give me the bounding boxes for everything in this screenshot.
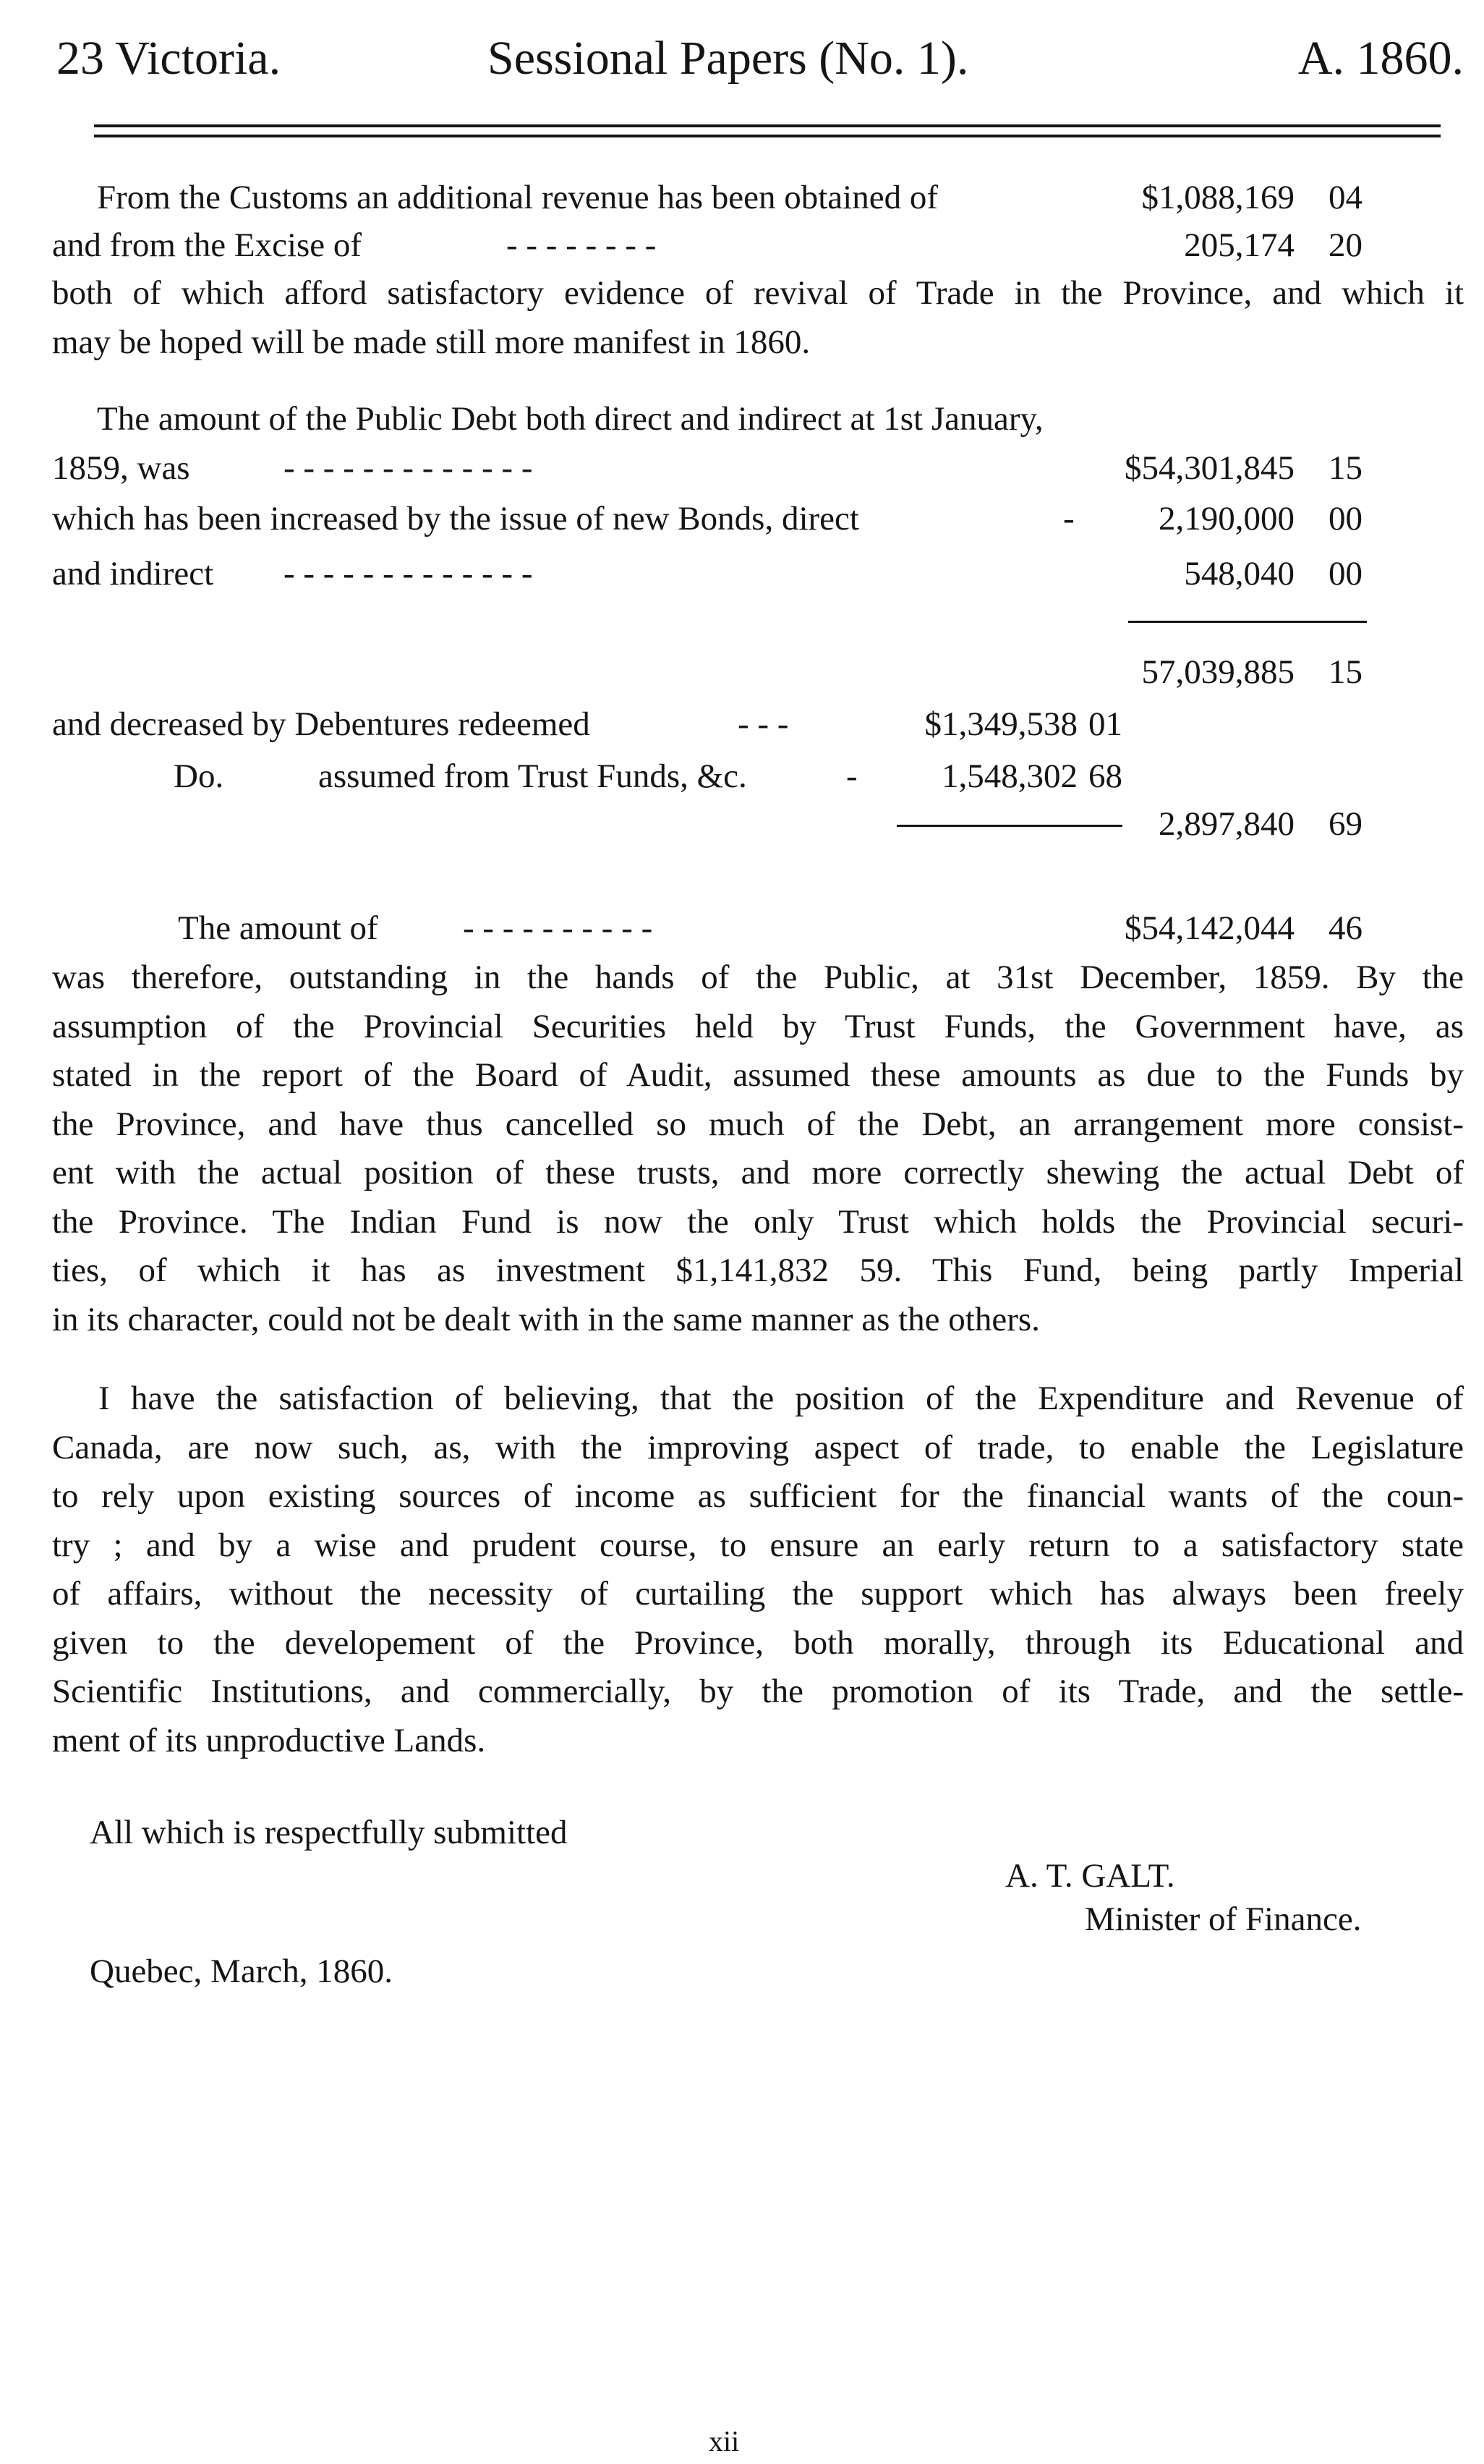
header-rule-bottom	[94, 135, 1441, 137]
paragraph-line: assumption of the Provincial Securities held by Trust Funds, the Government have, as	[52, 1007, 1464, 1045]
final-dashes: - - - - - - - - - -	[463, 909, 653, 947]
decrease-amount: $1,349,538	[924, 705, 1078, 743]
paragraph-line: ment of its unproductive Lands.	[52, 1721, 486, 1759]
debt-row-dashes: -	[1063, 500, 1075, 538]
debt-row-label: and indirect	[52, 555, 214, 592]
decrease-ditto: Do.	[174, 757, 224, 795]
header-rule-top	[94, 124, 1441, 127]
paragraph-line: in its character, could not be dealt with in the same manner as the others.	[52, 1300, 1040, 1338]
header-year: A. 1860.	[1297, 32, 1464, 85]
debt-row-amount: 548,040	[1184, 555, 1295, 592]
paragraph-line: of affairs, without the necessity of curtailing the support which has always been freely	[52, 1575, 1464, 1613]
customs-cont-line: may be hoped will be made still more manifest in 1860.	[52, 323, 811, 361]
debt-row-dashes: - - - - - - - - - - - - -	[283, 555, 533, 592]
paragraph-line: was therefore, outstanding in the hands of the Public, at 31st December, 1859. By the	[52, 959, 1464, 996]
decrease-total-cents: 69	[1329, 805, 1363, 843]
decrease-total-amount: 2,897,840	[1159, 805, 1295, 843]
sum-rule	[897, 825, 1122, 827]
decrease-cents: 68	[1088, 757, 1122, 795]
debt-row-amount: 2,190,000	[1159, 500, 1295, 538]
paragraph-line: the Province. The Indian Fund is now the only Trust which holds the Provincial securi-	[52, 1202, 1464, 1241]
customs-amount: $1,088,169	[1141, 179, 1295, 216]
paragraph-line: ent with the actual position of these trusts, and more correctly shewing the actual Debt of	[52, 1154, 1464, 1191]
paragraph-line: Scientific Institutions, and commercially, by the promotion of its Trade, and the settle-	[52, 1673, 1464, 1710]
excise-cents: 20	[1329, 226, 1363, 264]
debt-row-dashes: - - - - - - - - - - - - -	[283, 449, 533, 487]
debt-row-label: which has been increased by the issue of new Bonds, direct	[52, 500, 859, 538]
submission-line: All which is respectfully submitted	[90, 1814, 568, 1851]
decrease-amount: 1,548,302	[942, 757, 1078, 795]
decrease-dashes: - - -	[738, 705, 789, 743]
customs-cents: 04	[1329, 179, 1363, 216]
decrease-cents: 01	[1088, 705, 1122, 743]
excise-dashes: - - - - - - - -	[506, 226, 657, 264]
decrease-dashes: -	[846, 757, 858, 795]
paragraph-debt-explanation	[52, 953, 1464, 1344]
paragraph-line: to rely upon existing sources of income as sufficient for the financial wants of the coun-	[52, 1477, 1464, 1515]
paragraph-line: I have the satisfaction of believing, that the position of the Expenditure and Revenue of	[98, 1380, 1464, 1417]
header-volume: 23 Victoria.	[56, 32, 281, 85]
decrease-label: assumed from Trust Funds, &c.	[318, 757, 747, 795]
signatory-name: A. T. GALT.	[1005, 1857, 1175, 1895]
excise-line: and from the Excise of	[52, 226, 362, 264]
decrease-label: and decreased by Debentures redeemed	[52, 705, 590, 743]
signatory-title: Minister of Finance.	[1085, 1900, 1362, 1938]
final-amount: $54,142,044	[1125, 909, 1295, 947]
excise-amount: 205,174	[1184, 226, 1295, 264]
paragraph-line: the Province, and have thus cancelled so much of the Debt, an arrangement more consist-	[52, 1105, 1464, 1143]
header-title: Sessional Papers (No. 1).	[487, 32, 969, 85]
debt-intro: The amount of the Public Debt both direct and indirect at 1st January,	[97, 400, 1044, 438]
paragraph-line: try ; and by a wise and prudent course, to ensure an early return to a satisfactory state	[52, 1526, 1464, 1564]
paragraph-line: given to the developement of the Province, both morally, through its Educational and	[52, 1623, 1464, 1662]
paragraph-line: stated in the report of the Board of Audit, assumed these amounts as due to the Funds by	[52, 1056, 1464, 1094]
customs-cont-line: both of which afford satisfactory evidence of revival of Trade in the Province, and which it	[52, 274, 1464, 312]
debt-row-cents: 00	[1329, 500, 1363, 538]
customs-continuation	[52, 269, 1464, 367]
sum-rule	[1128, 621, 1367, 623]
paragraph-line: Canada, are now such, as, with the improving aspect of trade, to enable the Legislature	[52, 1428, 1464, 1466]
debt-total-cents: 15	[1329, 653, 1363, 691]
final-cents: 46	[1329, 909, 1363, 947]
place-date: Quebec, March, 1860.	[90, 1953, 393, 1990]
debt-total-amount: 57,039,885	[1141, 653, 1295, 691]
final-label: The amount of	[178, 909, 378, 947]
customs-line: From the Customs an additional revenue has been obtained of	[97, 179, 938, 216]
debt-row-cents: 00	[1329, 555, 1363, 592]
page-number: xii	[709, 2425, 740, 2457]
paragraph-conclusion	[52, 1375, 1464, 1765]
paragraph-line: ties, of which it has as investment $1,141,832 59. This Fund, being partly Imperial	[52, 1252, 1464, 1289]
debt-row-label: 1859, was	[52, 449, 190, 487]
debt-row-amount: $54,301,845	[1125, 449, 1295, 487]
debt-row-cents: 15	[1329, 449, 1363, 487]
